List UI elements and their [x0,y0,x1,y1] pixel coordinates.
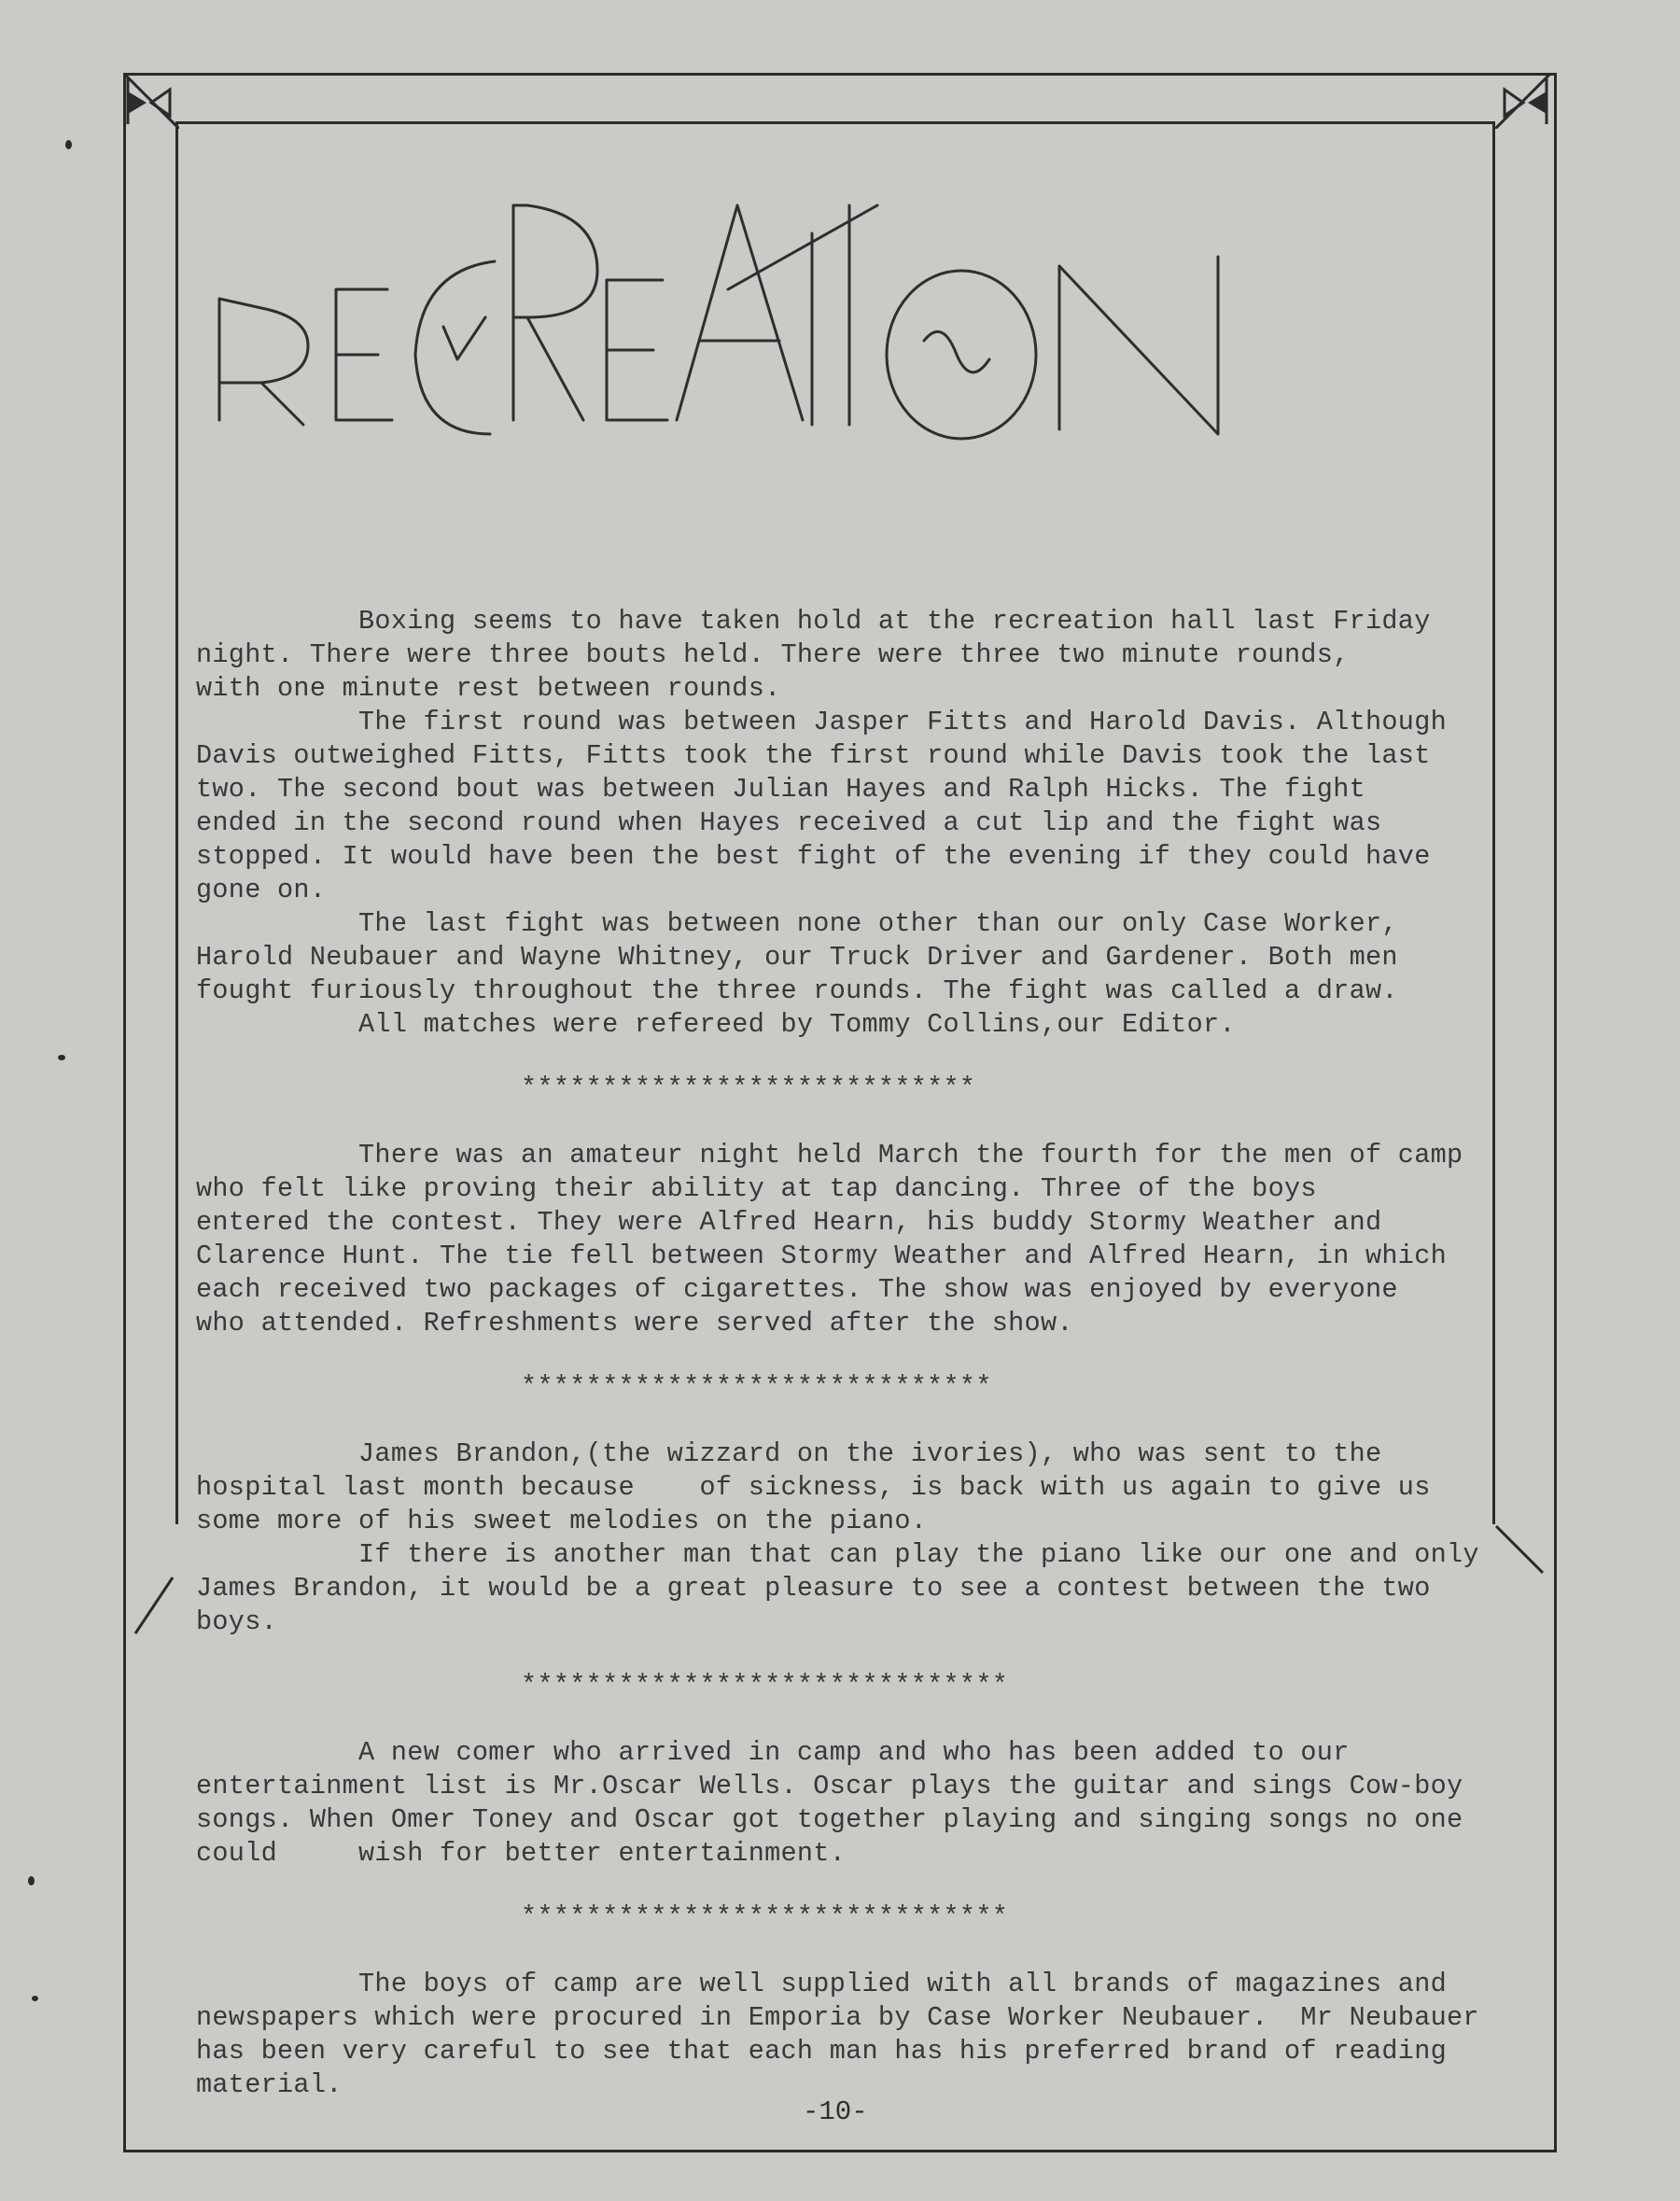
text-line: The last fight was between none other than our only Case Worker, [196,908,1398,939]
text-line: The boys of camp are well supplied with all brands of magazines and [196,1969,1448,1999]
scan-mark [32,1996,38,2001]
text-line: could wish for better entertainment. [196,1838,847,1869]
text-line: has been very careful to see that each man has his preferred brand of reading [196,2036,1448,2067]
text-line: material. [196,2069,343,2100]
text-line: ended in the second round when Hayes received a cut lip and the fight was [196,807,1382,838]
text-line: newspapers which were procured in Emporia by Case Worker Neubauer. Mr Neubauer [196,2002,1479,2033]
paragraph-james-brandon [196,1437,1503,1639]
paragraph-boxing-intro [196,605,1503,706]
corner-ornament-left [123,73,179,129]
text-line: There was an amateur night held March the fourth for the men of camp [196,1140,1463,1171]
paragraph-amateur-night [196,1139,1503,1340]
text-line: James Brandon,(the wizzard on the ivories), who was sent to the [196,1438,1382,1469]
text-line: All matches were refereed by Tommy Collins,our Editor. [196,1009,1236,1040]
text-line: stopped. It would have been the best fight of the evening if they could have [196,841,1431,872]
page-number: -10- [803,2096,868,2127]
article-body [196,605,1503,2102]
text-line: who felt like proving their ability at tap dancing. Three of the boys [196,1173,1317,1204]
text-line: two. The second bout was between Julian Hayes and Ralph Hicks. The fight [196,774,1365,805]
scan-mark [28,1876,35,1886]
text-line: Davis outweighed Fitts, Fitts took the first round while Davis took the last [196,740,1431,771]
asterisk-divider: ****************************** [196,1901,1009,1932]
text-line: songs. When Omer Toney and Oscar got together playing and singing songs no one [196,1804,1463,1835]
text-line: each received two packages of cigarettes. The show was enjoyed by everyone [196,1274,1398,1305]
paragraph-last-fight [196,907,1503,1042]
text-line: hospital last month because of sickness, is back with us again to give us [196,1472,1431,1503]
text-line: The first round was between Jasper Fitts and Harold Davis. Although [196,707,1448,737]
text-line: gone on. [196,875,327,905]
pencil-mark [1491,1521,1547,1577]
text-line: who attended. Refreshments were served after the show. [196,1308,1073,1339]
text-line: Boxing seems to have taken hold at the recreation hall last Friday [196,606,1431,637]
text-line: If there is another man that can play the piano like our one and only [196,1539,1479,1570]
text-line: A new comer who arrived in camp and who has been added to our [196,1737,1350,1768]
scan-mark [58,1055,65,1060]
scan-mark [65,140,72,149]
asterisk-divider: ***************************** [196,1371,992,1402]
asterisk-divider: **************************** [196,1072,976,1103]
recreation-title-lettering [205,177,1437,457]
text-line: Clarence Hunt. The tie fell between Stormy Weather and Alfred Hearn, in which [196,1241,1448,1271]
corner-ornament-right [1495,73,1551,129]
text-line: entertainment list is Mr.Oscar Wells. Oscar plays the guitar and sings Cow-boy [196,1771,1463,1801]
text-line: fought furiously throughout the three rounds. The fight was called a draw. [196,975,1398,1006]
pencil-mark [126,1573,182,1638]
paragraph-oscar-wells [196,1736,1503,1871]
text-line: some more of his sweet melodies on the piano. [196,1506,928,1536]
paragraph-magazines [196,1968,1503,2102]
paragraph-first-round [196,706,1503,907]
text-line: Harold Neubauer and Wayne Whitney, our Truck Driver and Gardener. Both men [196,942,1398,973]
text-line: with one minute rest between rounds. [196,673,781,704]
asterisk-divider: ****************************** [196,1670,1009,1701]
text-line: night. There were three bouts held. There were three two minute rounds, [196,639,1350,670]
text-line: James Brandon, it would be a great pleasure to see a contest between the two [196,1573,1431,1604]
text-line: entered the contest. They were Alfred Hearn, his buddy Stormy Weather and [196,1207,1382,1238]
text-line: boys. [196,1606,278,1637]
